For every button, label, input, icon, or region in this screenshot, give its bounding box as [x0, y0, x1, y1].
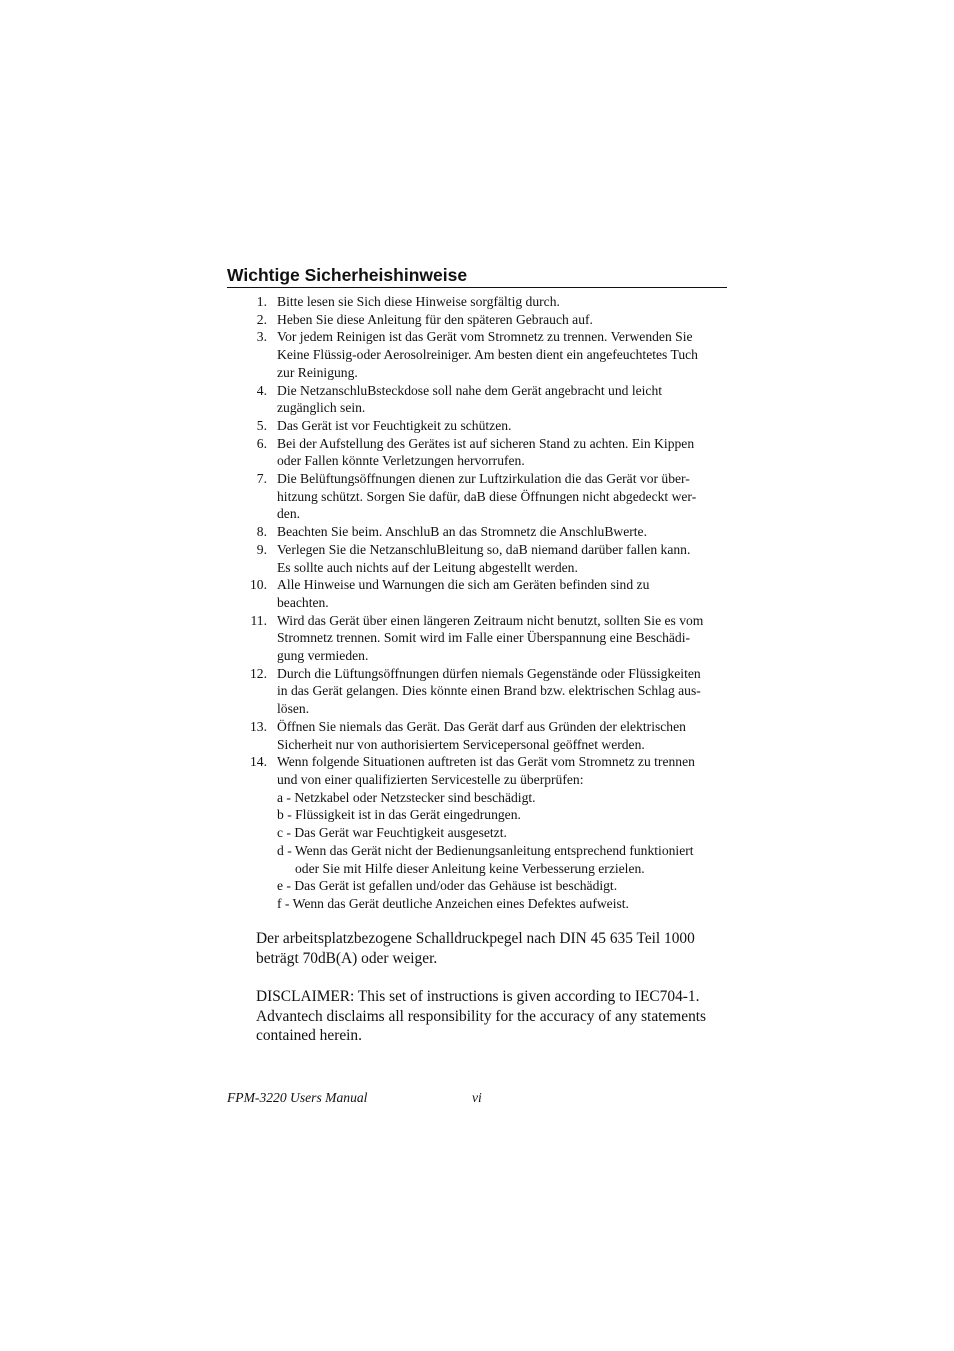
paragraph-line: contained herein.: [256, 1027, 362, 1045]
paragraph-line: Advantech disclaims all responsibility for the accuracy of any statements: [256, 1007, 707, 1025]
paragraph-line: DISCLAIMER: This set of instructions is given according to IEC704-1.: [256, 988, 700, 1005]
footer-page-number: vi: [472, 1090, 482, 1105]
list-item-text: Vor jedem Reinigen ist das Gerät vom Stromnetz zu trennen. Verwenden Sie: [277, 329, 693, 345]
list-item-text: Wird das Gerät über einen längeren Zeitraum nicht benutzt, sollten Sie es vom: [277, 612, 704, 628]
list-item-text: Das Gerät ist vor Feuchtigkeit zu schützen.: [277, 417, 512, 433]
list-item-number: 10.: [250, 577, 267, 593]
list-item-text: in das Gerät gelangen. Dies könnte einen Brand bzw. elektrischen Schlag aus-: [277, 683, 701, 699]
list-item: [0, 576, 703, 611]
noise-level-paragraph: [256, 929, 736, 968]
list-item: [0, 541, 703, 576]
list-item-text: und von einer qualifizierten Servicestelle zu überprüfen:: [277, 771, 584, 787]
list-item-text: Wenn folgende Situationen auftreten ist das Gerät vom Stromnetz zu trennen: [277, 754, 695, 770]
list-item-text: Stromnetz trennen. Somit wird im Falle einer Überspannung eine Beschädi-: [277, 630, 690, 646]
list-item-number: 2.: [256, 311, 267, 327]
sub-list-item: d - Wenn das Gerät nicht der Bedienungsanleitung entsprechend funktioniert: [277, 842, 694, 858]
disclaimer-paragraph: [256, 987, 736, 1046]
list-item-number: 12.: [250, 665, 267, 681]
paragraph-line: Der arbeitsplatzbezogene Schalldruckpegel nach DIN 45 635 Teil 1000: [256, 930, 695, 947]
list-item-text: zur Reinigung.: [277, 364, 358, 380]
list-item-text: Alle Hinweise und Warnungen die sich am Geräten befinden sind zu: [277, 577, 650, 593]
list-item-text: hitzung schützt. Sorgen Sie dafür, daB diese Öffnungen nicht abgedeckt wer-: [277, 488, 697, 504]
list-item-number: 5.: [256, 417, 267, 433]
list-item-text: zugänglich sein.: [277, 400, 366, 416]
list-item-number: 13.: [250, 718, 267, 734]
list-item-text: gung vermieden.: [277, 648, 369, 664]
list-item-text: Öffnen Sie niemals das Gerät. Das Gerät darf aus Gründen der elektrischen: [277, 718, 686, 734]
list-item-number: 11.: [250, 612, 267, 628]
list-item-text: beachten.: [277, 594, 329, 610]
list-item-number: 9.: [256, 541, 267, 557]
list-item-text: Keine Flüssig-oder Aerosolreiniger. Am besten dient ein angefeuchtetes Tuch: [277, 347, 698, 363]
list-item-text: Beachten Sie beim. AnschluB an das Stromnetz die AnschluBwerte.: [277, 524, 647, 540]
sub-list-item: b - Flüssigkeit ist in das Gerät eingedrungen.: [277, 807, 521, 823]
list-item-number: 4.: [256, 382, 267, 398]
list-item-text: Verlegen Sie die NetzanschluBleitung so, daB niemand darüber fallen kann.: [277, 541, 691, 557]
paragraph-line: beträgt 70dB(A) oder weiger.: [256, 949, 438, 967]
list-item: [0, 718, 703, 753]
list-item-text: Sicherheit nur von authorisiertem Servicepersonal geöffnet werden.: [277, 736, 645, 752]
list-item-number: 1.: [256, 294, 267, 309]
list-item-number: 14.: [250, 754, 267, 770]
list-item-number: 6.: [256, 435, 267, 451]
list-item: [0, 435, 703, 470]
list-item: [0, 470, 703, 523]
list-item-number: 8.: [256, 524, 267, 540]
sub-list-item: a - Netzkabel oder Netzstecker sind beschädigt.: [277, 789, 536, 805]
list-item: [0, 382, 703, 417]
list-item-text: Heben Sie diese Anleitung für den späteren Gebrauch auf.: [277, 311, 593, 327]
sub-list-item: f - Wenn das Gerät deutliche Anzeichen eines Defektes aufweist.: [277, 895, 629, 911]
list-item-number: 3.: [256, 329, 267, 345]
list-item: [0, 753, 703, 912]
list-item-text: Durch die Lüftungsöffnungen dürfen niemals Gegenstände oder Flüssigkeiten: [277, 665, 701, 681]
list-item: [0, 665, 703, 718]
list-item: [0, 293, 703, 311]
sub-list-item-continuation: oder Sie mit Hilfe dieser Anleitung keine Verbesserung erzielen.: [295, 860, 645, 876]
sub-list-item: e - Das Gerät ist gefallen und/oder das Gehäuse ist beschädigt.: [277, 878, 618, 894]
list-item-text: Es sollte auch nichts auf der Leitung abgestellt werden.: [277, 559, 578, 575]
list-item: [0, 311, 703, 329]
list-item-text: Die NetzanschluBsteckdose soll nahe dem Gerät angebracht und leicht: [277, 382, 663, 398]
list-item-text: Bitte lesen sie Sich diese Hinweise sorgfältig durch.: [277, 294, 560, 309]
list-item-text: den.: [277, 506, 301, 522]
list-item: [0, 328, 703, 381]
list-item: [0, 417, 703, 435]
sub-list-item: c - Das Gerät war Feuchtigkeit ausgesetzt.: [277, 825, 507, 841]
safety-instructions-list: [0, 293, 703, 913]
list-item: [0, 612, 703, 665]
list-item-text: Bei der Aufstellung des Gerätes ist auf sicheren Stand zu achten. Ein Kippen: [277, 435, 695, 451]
footer-manual-title: FPM-3220 Users Manual: [227, 1090, 368, 1105]
list-item-text: Die Belüftungsöffnungen dienen zur Luftzirkulation die das Gerät vor über-: [277, 471, 690, 487]
list-item-number: 7.: [256, 471, 267, 487]
section-heading: Wichtige Sicherheishinweise: [227, 264, 727, 288]
list-item: [0, 523, 703, 541]
list-item-text: oder Fallen könnte Verletzungen hervorrufen.: [277, 453, 525, 469]
list-item-text: lösen.: [277, 701, 310, 717]
